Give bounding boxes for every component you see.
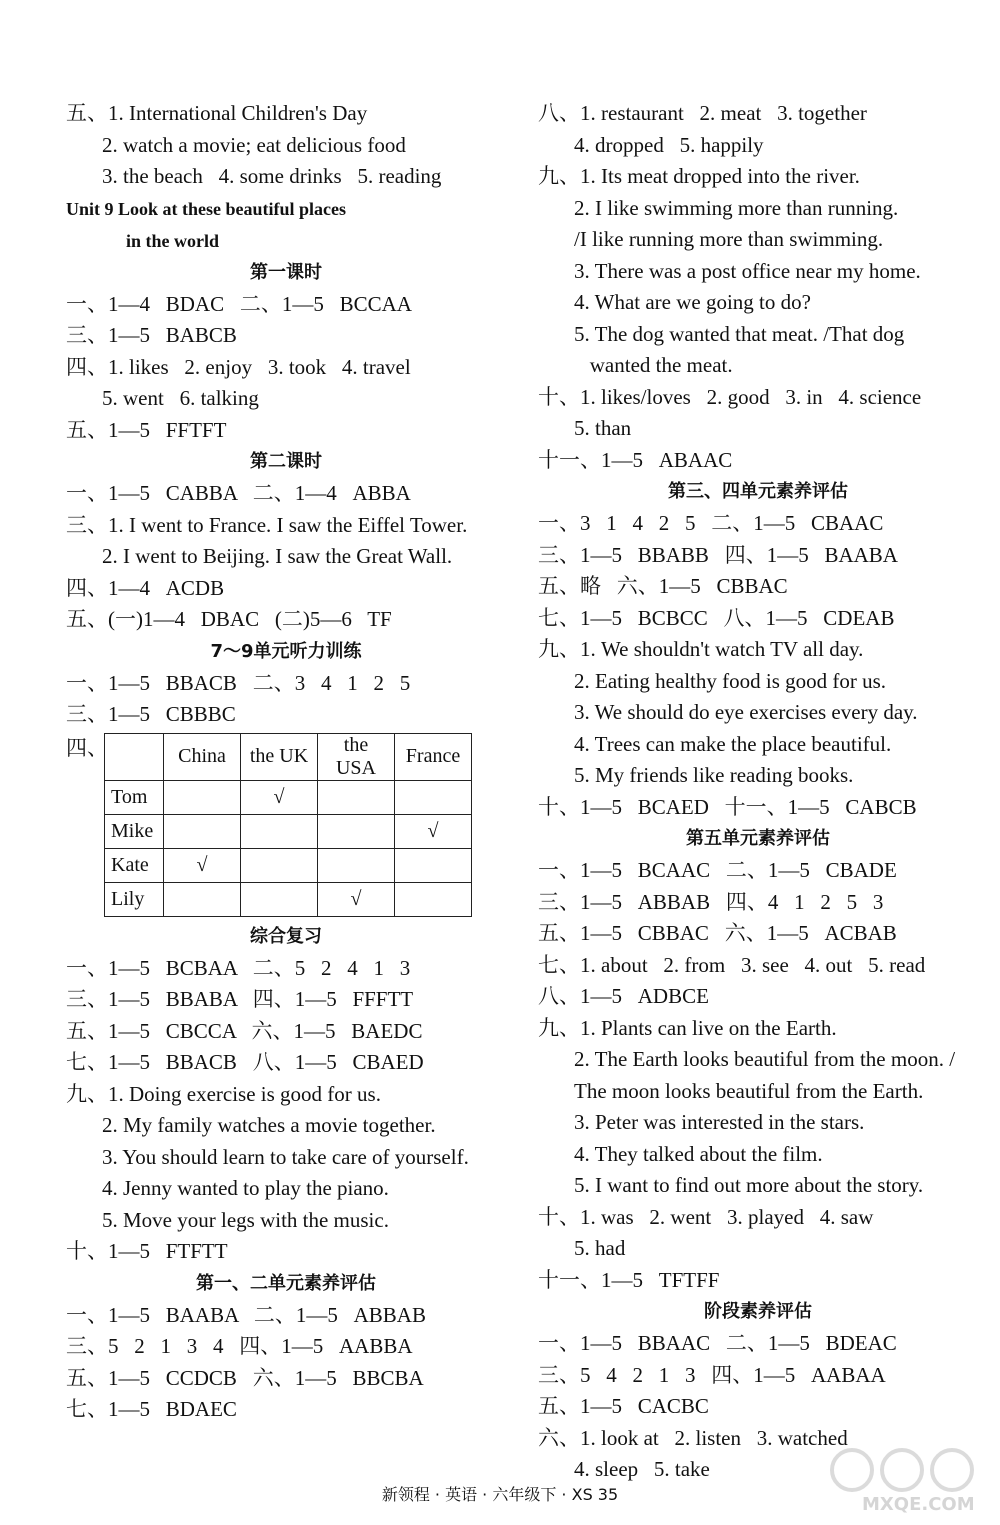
answer-table-block [66, 733, 506, 917]
right-column [538, 98, 978, 1486]
watermark-icon [822, 1445, 982, 1495]
answer-line: 2. The Earth looks beautiful from the moon. / [574, 1047, 956, 1071]
answer-line: 七、1—5 BBACB 八、1—5 CBAED [66, 1050, 424, 1074]
answer-line: 一、1—5 BBAAC 二、1—5 BDEAC [538, 1331, 897, 1355]
table-cell [395, 882, 472, 916]
answer-line: 十、1. likes/loves 2. good 3. in 4. science [538, 384, 922, 409]
answer-line: 一、3 1 4 2 5 二、1—5 CBAAC [538, 511, 884, 535]
table-cell [241, 848, 318, 882]
table-cell [395, 848, 472, 882]
answer-line: 2. My family watches a movie together. [102, 1113, 436, 1137]
answer-line: 五、1—5 CACBC [538, 1394, 709, 1418]
answer-line: 三、1. I went to France. I saw the Eiffel Tower. [66, 512, 468, 537]
table-header-cell [105, 733, 164, 780]
table-cell [395, 780, 472, 814]
section-heading: 综合复习 [250, 925, 322, 947]
table-row [105, 848, 472, 882]
answer-line: 五、1. International Children's Day [66, 101, 368, 125]
answer-line: 3. There was a post office near my home. [574, 258, 921, 283]
answer-line: wanted the meat. [574, 353, 733, 377]
section-heading: Unit 9 Look at these beautiful places [66, 198, 347, 219]
answer-line: 三、1—5 BABCB [66, 323, 237, 347]
section-heading: 7～9单元听力训练 [210, 640, 362, 662]
table-header-cell: China [164, 733, 241, 780]
answer-line: 五、1—5 FFTFT [66, 417, 227, 442]
table-row [105, 814, 472, 848]
table-cell [164, 882, 241, 916]
table-row-name: Kate [105, 848, 164, 882]
answer-line: /I like running more than swimming. [574, 227, 884, 251]
answer-line: 九、1. We shouldn't watch TV all day. [538, 637, 864, 661]
page-footer: 新领程 · 英语 · 六年级下 · XS 35 [381, 1485, 619, 1504]
answer-line: 2. I like swimming more than running. [574, 195, 899, 220]
left-column [66, 98, 506, 1426]
table-section-label: 四、 [66, 735, 108, 760]
answer-line: 三、1—5 ABBAB 四、4 1 2 5 3 [538, 889, 884, 914]
answer-line: 4. Trees can make the place beautiful. [574, 731, 892, 756]
section-heading: 第五单元素养评估 [686, 828, 830, 849]
section-heading: 阶段素养评估 [704, 1301, 812, 1322]
section-heading: 第一、二单元素养评估 [196, 1272, 376, 1294]
answer-line: 5. I want to find out more about the story. [574, 1173, 924, 1197]
table-cell: √ [241, 780, 318, 814]
section-heading: 第三、四单元素养评估 [668, 481, 848, 502]
answer-line: 九、1. Doing exercise is good for us. [66, 1081, 381, 1106]
watermark-logo [822, 1445, 982, 1515]
answer-line: 5. Move your legs with the music. [102, 1207, 389, 1232]
table-row-name: Tom [105, 780, 164, 814]
answer-line: 三、5 2 1 3 4 四、1—5 AABBA [66, 1334, 413, 1358]
table-cell [241, 882, 318, 916]
answer-line: 5. My friends like reading books. [574, 763, 854, 787]
table-header-cell: France [395, 733, 472, 780]
table-cell: √ [164, 848, 241, 882]
answer-line: 3. We should do eye exercises every day. [574, 700, 918, 724]
table-cell [318, 780, 395, 814]
answer-line: 五、略 六、1—5 CBBAC [538, 574, 788, 598]
answer-line: 5. went 6. talking [102, 386, 259, 410]
table-row [105, 882, 472, 916]
answer-line: 五、1—5 CCDCB 六、1—5 BBCBA [66, 1365, 424, 1390]
left-answers-bottom [66, 921, 506, 1426]
table-header-cell: the UK [241, 733, 318, 780]
answer-line: 5. than [574, 416, 632, 440]
answer-line: 十一、1—5 ABAAC [538, 447, 733, 472]
table-header-cell: the USA [318, 733, 395, 780]
section-heading: 第二课时 [250, 451, 322, 472]
answer-line: 八、1—5 ADBCE [538, 984, 709, 1008]
table-cell [241, 814, 318, 848]
answer-line: 2. I went to Beijing. I saw the Great Wall. [102, 544, 453, 568]
answer-line: 十、1—5 BCAED 十一、1—5 CABCB [538, 794, 917, 819]
answer-line: 七、1. about 2. from 3. see 4. out 5. read [538, 952, 926, 977]
table-row [105, 780, 472, 814]
answer-line: 一、1—5 CABBA 二、1—4 ABBA [66, 481, 411, 505]
table-cell [164, 780, 241, 814]
answer-line: 4. sleep 5. take [574, 1457, 710, 1481]
answer-line: 4. dropped 5. happily [574, 132, 764, 157]
table-header-row [105, 733, 472, 780]
answer-line: 十、1. was 2. went 3. played 4. saw [538, 1204, 874, 1229]
table-cell [164, 814, 241, 848]
answer-line: 三、5 4 2 1 3 四、1—5 AABAA [538, 1362, 886, 1387]
answer-line: 5. had [574, 1236, 626, 1260]
left-answers-top [66, 98, 506, 731]
answer-line: 七、1—5 BCBCC 八、1—5 CDEAB [538, 605, 895, 630]
section-heading: 第一课时 [250, 261, 322, 283]
table-cell: √ [318, 882, 395, 916]
answer-line: 4. What are we going to do? [574, 290, 811, 314]
answer-line: 十一、1—5 TFTFF [538, 1267, 720, 1292]
table-row-name: Mike [105, 814, 164, 848]
table-cell [318, 814, 395, 848]
answer-line: 3. Peter was interested in the stars. [574, 1110, 865, 1134]
watermark-text: MXQE.COM [862, 1494, 975, 1515]
answer-line: 一、1—5 BBACB 二、3 4 1 2 5 [66, 670, 411, 695]
answer-line: 九、1. Plants can live on the Earth. [538, 1015, 837, 1040]
answer-line: 5. The dog wanted that meat. /That dog [574, 321, 905, 346]
answer-line: 一、1—4 BDAC 二、1—5 BCCAA [66, 291, 412, 316]
answer-line: 七、1—5 BDAEC [66, 1397, 237, 1421]
answer-line: 八、1. restaurant 2. meat 3. together [538, 101, 867, 125]
answer-table [104, 733, 472, 917]
answer-line: 六、1. look at 2. listen 3. watched [538, 1425, 848, 1450]
table-cell: √ [395, 814, 472, 848]
answer-line: 4. Jenny wanted to play the piano. [102, 1176, 389, 1200]
answer-line: 3. You should learn to take care of yourself. [102, 1144, 469, 1169]
answer-line: 一、1—5 BAABA 二、1—5 ABBAB [66, 1302, 426, 1327]
answer-line: 2. watch a movie; eat delicious food [102, 132, 406, 157]
answer-line: 四、1. likes 2. enjoy 3. took 4. travel [66, 354, 411, 379]
answer-line: 2. Eating healthy food is good for us. [574, 668, 887, 693]
answer-line: 五、1—5 CBCCA 六、1—5 BAEDC [66, 1018, 423, 1043]
answer-line: 四、1—4 ACDB [66, 575, 225, 600]
answer-line: 十、1—5 FTFTT [66, 1239, 228, 1263]
answer-line: 五、1—5 CBBAC 六、1—5 ACBAB [538, 921, 897, 945]
section-heading: in the world [126, 230, 220, 251]
answer-line: 一、1—5 BCBAA 二、5 2 4 1 3 [66, 955, 411, 980]
table-row-name: Lily [105, 882, 164, 916]
table-cell [318, 848, 395, 882]
answer-line: The moon looks beautiful from the Earth. [574, 1078, 924, 1103]
answer-line: 三、1—5 CBBBC [66, 702, 236, 726]
answer-line: 3. the beach 4. some drinks 5. reading [102, 164, 442, 188]
answer-line: 九、1. Its meat dropped into the river. [538, 164, 860, 188]
answer-line: 三、1—5 BBABA 四、1—5 FFFTT [66, 987, 414, 1011]
answer-line: 三、1—5 BBABB 四、1—5 BAABA [538, 542, 898, 567]
answer-line: 一、1—5 BCAAC 二、1—5 CBADE [538, 858, 897, 882]
answer-line: 五、(一)1—4 DBAC (二)5—6 TF [66, 607, 392, 631]
answer-line: 4. They talked about the film. [574, 1141, 823, 1166]
